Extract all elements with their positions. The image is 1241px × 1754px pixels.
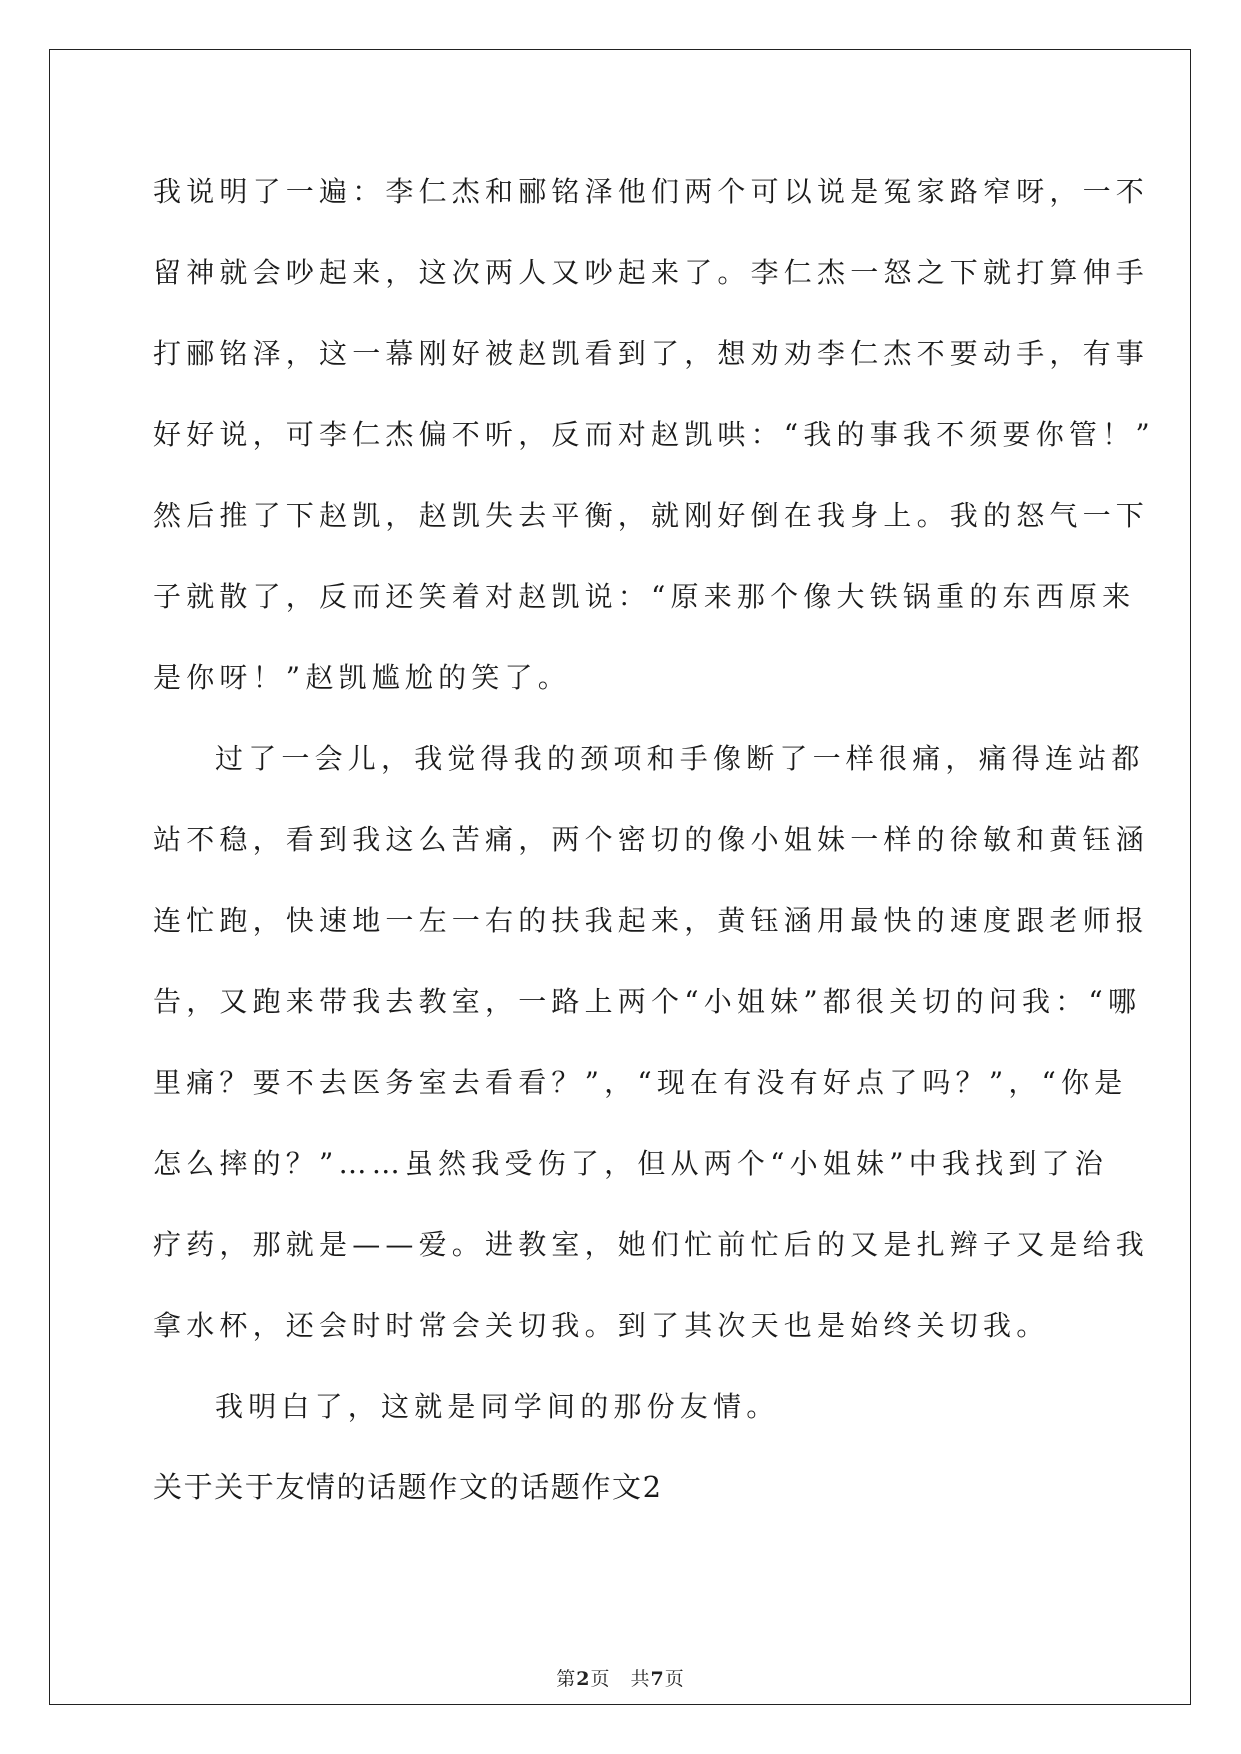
text-line: 我说明了一遍：李仁杰和郦铭泽他们两个可以说是冤家路窄呀，一不: [153, 175, 1150, 208]
total-pages-number: 7: [650, 1668, 665, 1690]
paragraph-start-line: 我明白了，这就是同学间的那份友情。: [215, 1390, 780, 1423]
text-line: 里痛？要不去医务室去看看？”，“现在有没有好点了吗？”，“你是: [153, 1066, 1128, 1099]
text-line: 告，又跑来带我去教室，一路上两个“小姐妹”都很关切的问我：“哪: [153, 985, 1142, 1018]
text-line: 留神就会吵起来，这次两人又吵起来了。李仁杰一怒之下就打算伸手: [153, 256, 1150, 289]
text-line: 然后推了下赵凯，赵凯失去平衡，就刚好倒在我身上。我的怒气一下: [153, 499, 1150, 532]
section-heading: 关于关于友情的话题作文的话题作文2: [153, 1470, 663, 1504]
footer-middle: 页 共: [590, 1668, 651, 1690]
footer-suffix: 页: [664, 1668, 685, 1690]
text-line: 好好说，可李仁杰偏不听，反而对赵凯哄：“我的事我不须要你管！”: [153, 418, 1155, 451]
text-line: 疗药，那就是——爱。进教室，她们忙前忙后的又是扎辫子又是给我: [153, 1228, 1150, 1261]
current-page-number: 2: [576, 1668, 591, 1690]
text-line: 连忙跑，快速地一左一右的扶我起来，黄钰涵用最快的速度跟老师报: [153, 904, 1150, 937]
page-footer: [0, 1664, 1241, 1691]
text-line: 怎么摔的？”……虽然我受伤了，但从两个“小姐妹”中我找到了治: [153, 1147, 1108, 1180]
text-line: 站不稳，看到我这么苦痛，两个密切的像小姐妹一样的徐敏和黄钰涵: [153, 823, 1150, 856]
text-line: 打郦铭泽，这一幕刚好被赵凯看到了，想劝劝李仁杰不要动手，有事: [153, 337, 1150, 370]
text-line: 拿水杯，还会时时常会关切我。到了其次天也是始终关切我。: [153, 1309, 1050, 1342]
document-body: [153, 151, 1155, 1528]
footer-prefix: 第: [556, 1668, 577, 1690]
text-line: 是你呀！”赵凯尴尬的笑了。: [153, 661, 571, 694]
text-line: 子就散了，反而还笑着对赵凯说：“原来那个像大铁锅重的东西原来: [153, 580, 1136, 613]
paragraph-start-line: 过了一会儿，我觉得我的颈项和手像断了一样很痛，痛得连站都: [215, 742, 1145, 775]
